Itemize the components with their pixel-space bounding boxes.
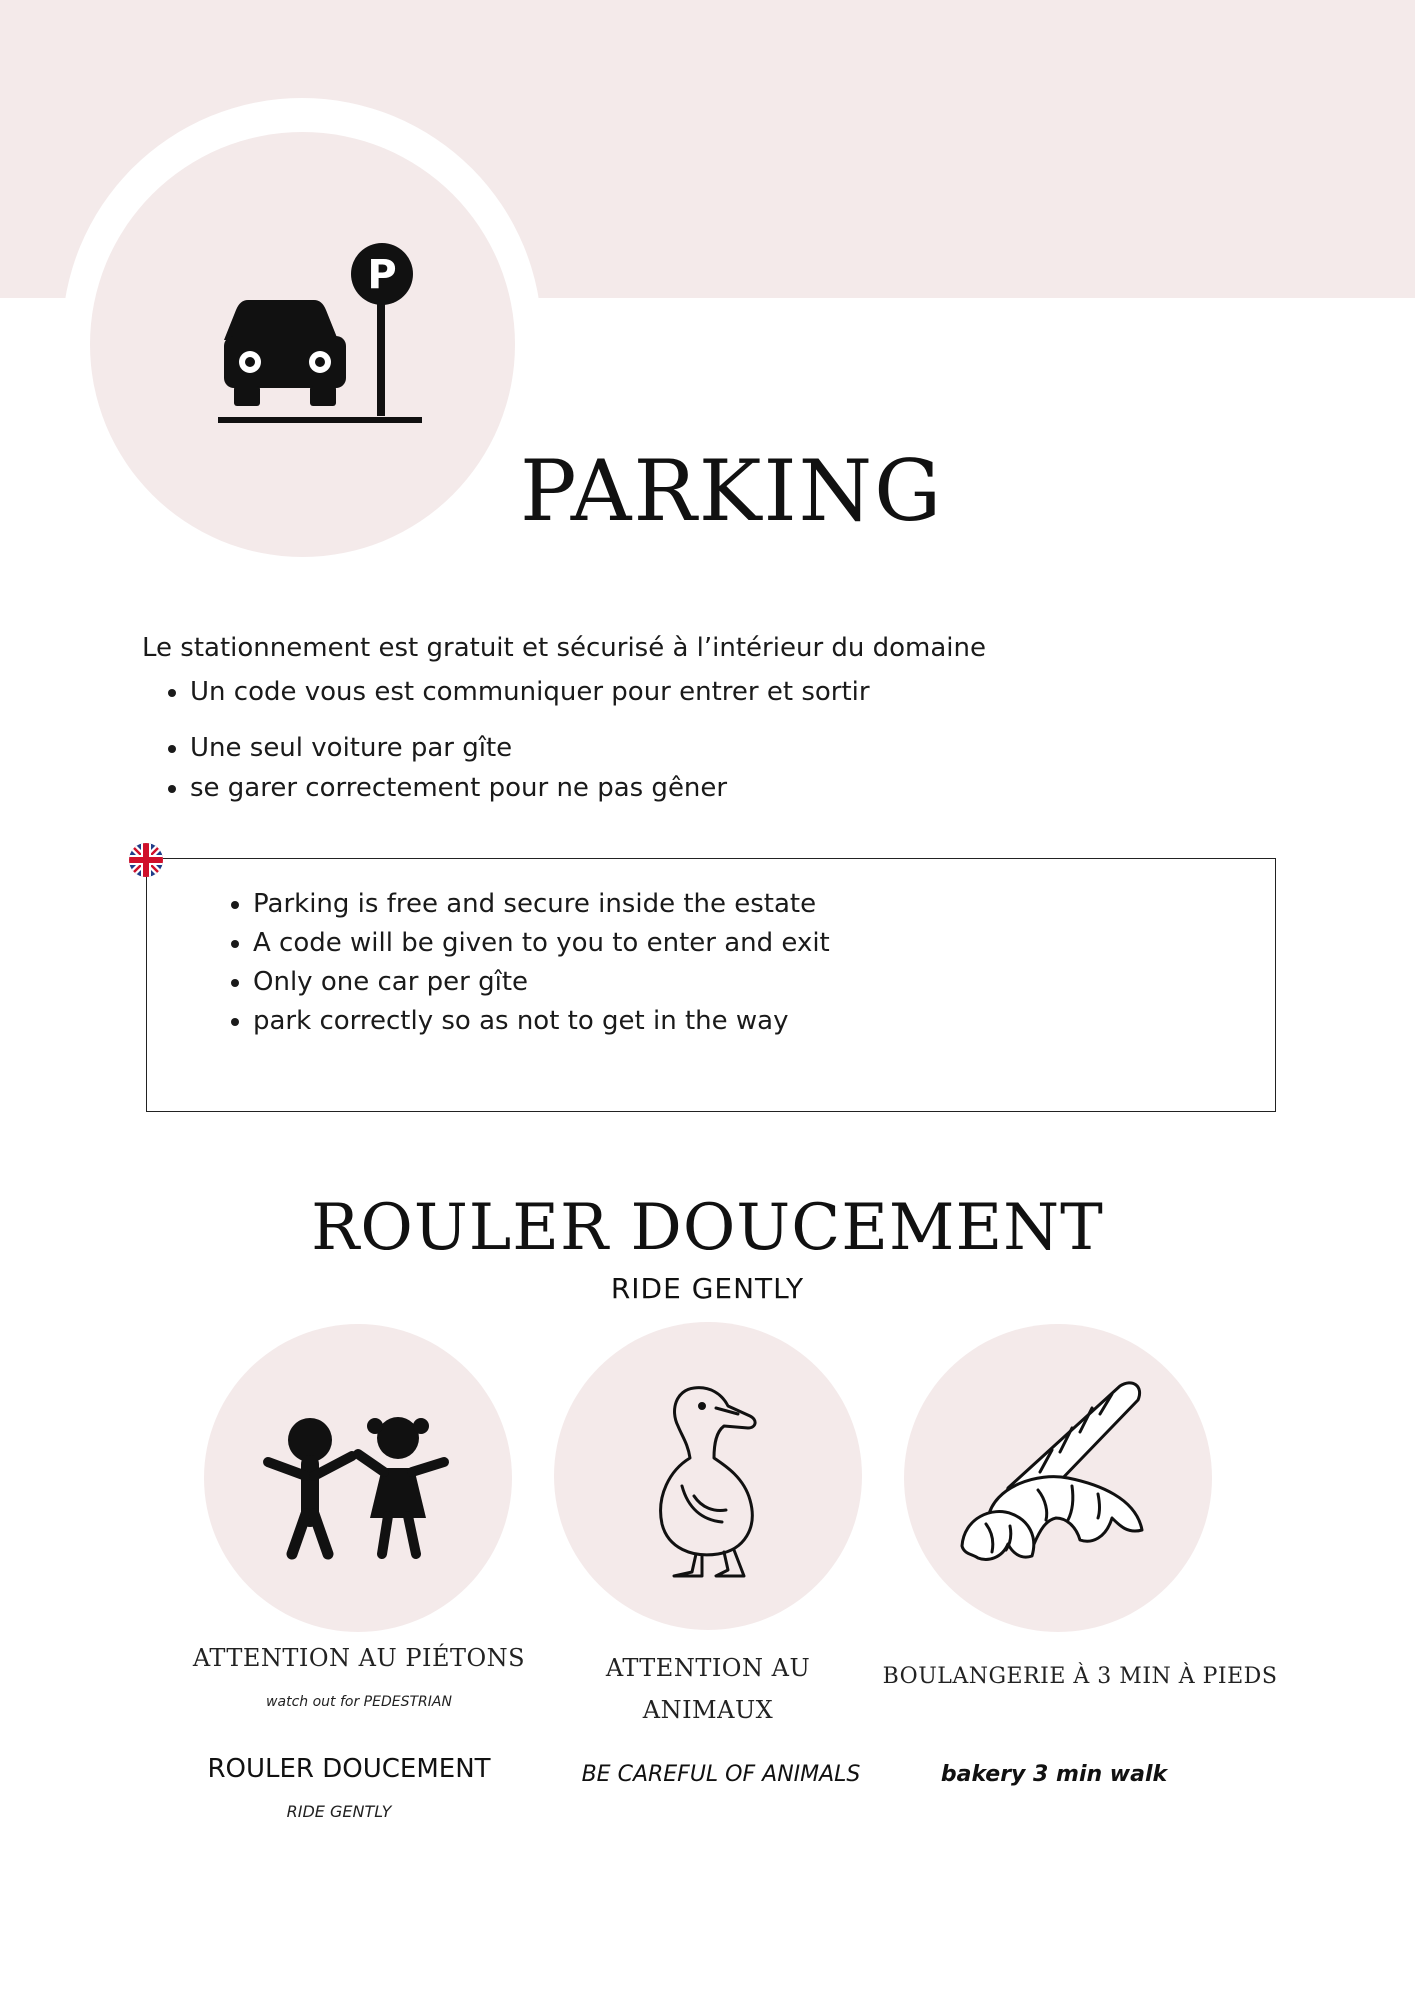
list-item: • A code will be given to you to enter and exit (253, 924, 830, 963)
pedestrians-caption: ATTENTION AU PIÉTONS (192, 1644, 526, 1672)
list-item: • se garer correctement pour ne pas gêner (190, 768, 1242, 808)
bakery-label-en: bakery 3 min walk (940, 1762, 1168, 1787)
duck-icon (598, 1366, 818, 1586)
animals-caption-line2: ANIMAUX (642, 1696, 774, 1724)
parking-fr-list-2 (142, 728, 1242, 808)
pedestrians-circle (204, 1324, 512, 1632)
animals-caption-line1: ATTENTION AU (605, 1654, 811, 1682)
animals-circle (554, 1322, 862, 1630)
list-item: • Une seul voiture par gîte (190, 728, 1242, 768)
animals-label-en: BE CAREFUL OF ANIMALS (581, 1762, 861, 1787)
list-item: • park correctly so as not to get in the way (253, 1002, 830, 1041)
parking-french-rules (142, 628, 1242, 808)
parking-intro: Le stationnement est gratuit et sécurisé à l’intérieur du domaine (142, 633, 987, 663)
bread-croissant-icon (948, 1368, 1168, 1588)
pedestrians-label-en: RIDE GENTLY (286, 1802, 392, 1821)
children-icon (248, 1368, 468, 1588)
pedestrians-label: ROULER DOUCEMENT (207, 1754, 491, 1784)
uk-flag-icon (128, 842, 164, 878)
bakery-circle (904, 1324, 1212, 1632)
bakery-caption: BOULANGERIE À 3 MIN À PIEDS (882, 1664, 1278, 1689)
car-parking-sign-icon (210, 236, 430, 436)
parking-fr-list-1 (142, 672, 1242, 712)
list-item: • Un code vous est communiquer pour entrer et sortir (190, 672, 1242, 712)
rouler-title: ROULER DOUCEMENT (311, 1191, 1104, 1265)
list-item: • Parking is free and secure inside the estate (253, 885, 830, 924)
rouler-subtitle: RIDE GENTLY (610, 1272, 805, 1305)
parking-en-list (253, 885, 830, 1041)
parking-title: PARKING (520, 442, 944, 540)
pedestrians-caption-en: watch out for PEDESTRIAN (266, 1694, 452, 1710)
english-rules-box (146, 858, 1276, 1112)
svg-text:P: P (367, 252, 397, 298)
list-item: • Only one car per gîte (253, 963, 830, 1002)
